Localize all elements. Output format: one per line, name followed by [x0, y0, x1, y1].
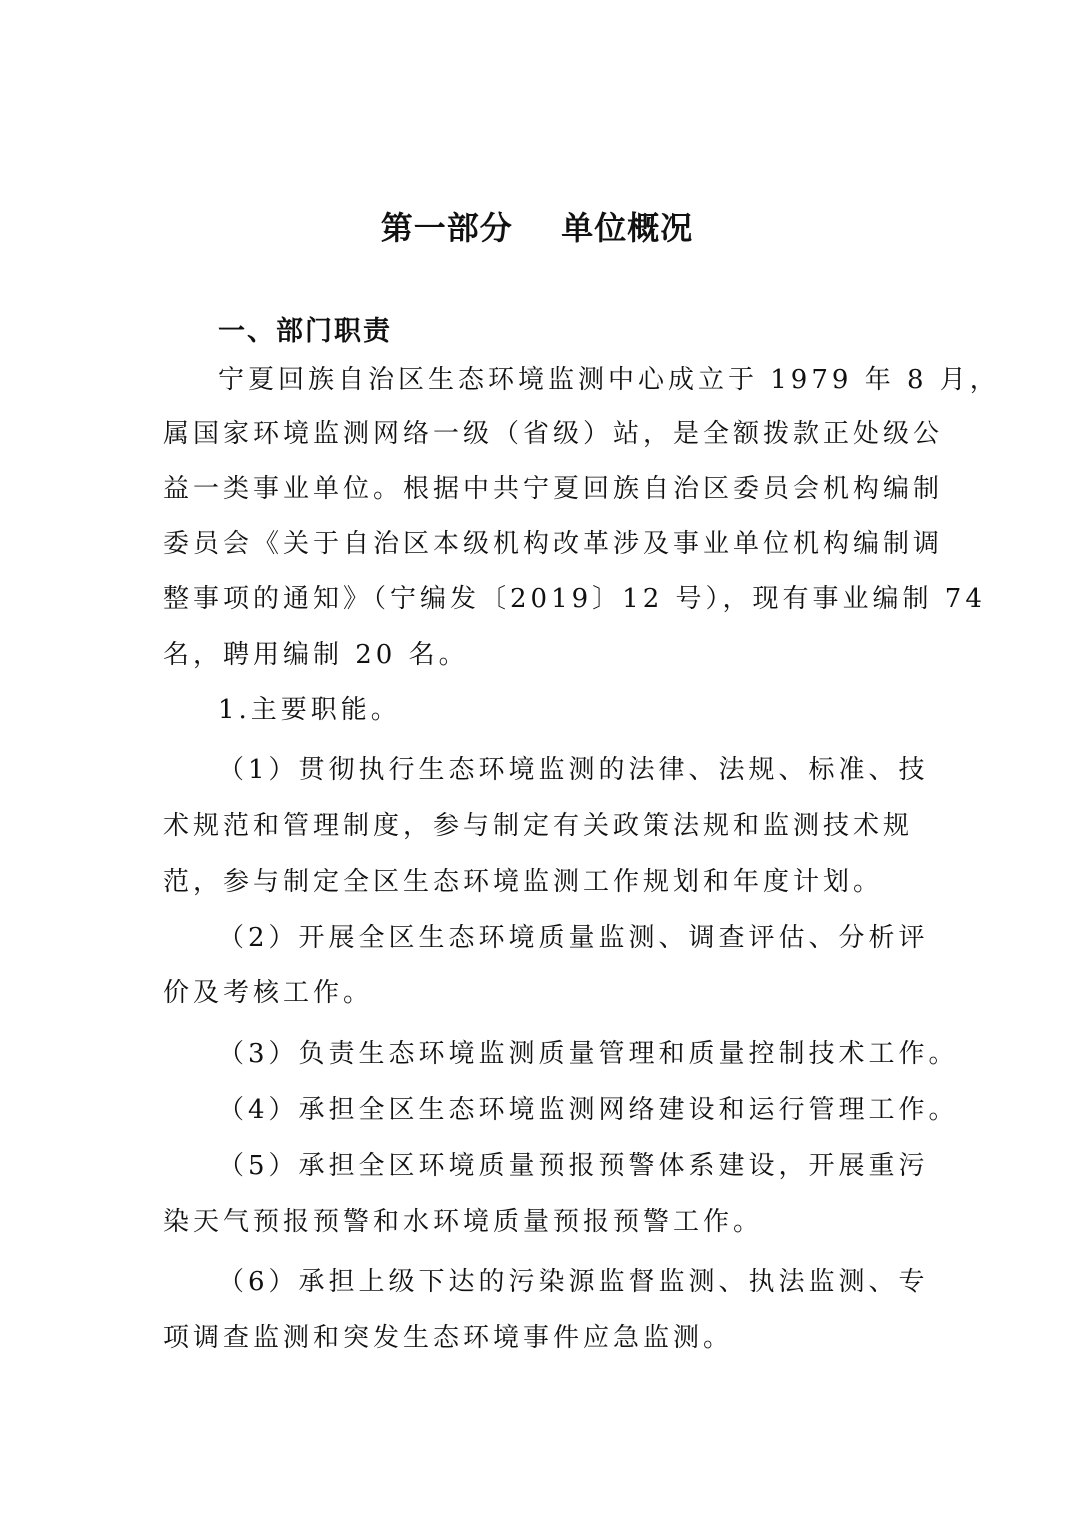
- list-item: （3）负责生态环境监测质量管理和质量控制技术工作。: [218, 1039, 959, 1069]
- list-item-continuation: 染天气预报预警和水环境质量预报预警工作。: [163, 1207, 764, 1237]
- list-item-continuation: 范，参与制定全区生态环境监测工作规划和年度计划。: [163, 867, 884, 897]
- list-item: （6）承担上级下达的污染源监督监测、执法监测、专: [218, 1267, 929, 1297]
- section-heading: 一、部门职责: [218, 316, 392, 347]
- list-item: （1）贯彻执行生态环境监测的法律、法规、标准、技: [218, 755, 929, 785]
- list-item: （2）开展全区生态环境质量监测、调查评估、分析评: [218, 923, 929, 953]
- paragraph-line: 益一类事业单位。根据中共宁夏回族自治区委员会机构编制: [163, 474, 944, 504]
- paragraph-line: 宁夏回族自治区生态环境监测中心成立于 1979 年 8 月，: [218, 365, 1000, 395]
- list-item-continuation: 项调查监测和突发生态环境事件应急监测。: [163, 1323, 734, 1353]
- list-item-continuation: 价及考核工作。: [163, 978, 374, 1008]
- list-item-continuation: 术规范和管理制度，参与制定有关政策法规和监测技术规: [163, 811, 914, 841]
- list-item: （4）承担全区生态环境监测网络建设和运行管理工作。: [218, 1095, 959, 1125]
- paragraph-line: 属国家环境监测网络一级（省级）站，是全额拨款正处级公: [163, 419, 944, 449]
- subsection-heading: 1.主要职能。: [218, 695, 401, 725]
- paragraph-line: 整事项的通知》（宁编发〔2019〕12 号），现有事业编制 74: [163, 584, 986, 614]
- list-item: （5）承担全区环境质量预报预警体系建设，开展重污: [218, 1151, 929, 1181]
- paragraph-line: 名，聘用编制 20 名。: [163, 640, 469, 670]
- page-title: 第一部分 单位概况: [380, 209, 694, 247]
- paragraph-line: 委员会《关于自治区本级机构改革涉及事业单位机构编制调: [163, 529, 944, 559]
